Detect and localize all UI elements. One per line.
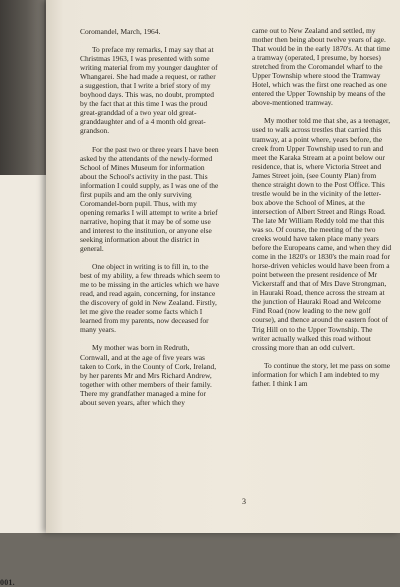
paragraph: For the past two or three years I have been asked by the attendants of the newly-formed School of Mines Museum for information about the School's activity in the past. This information I could supply, as I was one of the first pupils and am the only surviving Coromandel-born pupil. Thus, with my opening remarks I will attempt to write a brief narrative, hoping that it may be of some use and interest to the institution, or anyone else seeking information about the district in general. xyxy=(80,144,219,254)
page-heading: Coromandel, March, 1964. xyxy=(80,27,161,36)
paragraph: came out to New Zealand and settled, my mother then being about twelve years of age. That would be in the early 1870's. At that time a tramway (operated, I presume, by horses) stretched from the Coromandel wharf to the Upper Township where stood the Tramway Hotel, which was the first one reached as one entered the Upper Township by means of the above-mentioned tramway. xyxy=(252,26,391,108)
right-column xyxy=(252,26,392,397)
paragraph: One object in writing is to fill in, to the best of my ability, a few threads which seem to me to be missing in the articles which we have read, and read again, concerning, for instance the discovery of gold in New Zealand. Firstly, let me give the reader some facts which I learned from my parents, now deceased for many years. xyxy=(80,262,220,335)
previous-page-mark: 001. xyxy=(0,578,15,587)
document-page xyxy=(46,0,400,533)
paragraph: To continue the story, let me pass on some information for which I am indebted to my father. I think I am xyxy=(252,360,391,388)
paragraph: My mother told me that she, as a teenager, used to walk across trestles that carried this tramway, at a point where, years before, the creek from Upper Township used to run and meet the Karaka Stream at a point below our residence, that is, where Victoria Street and James Street join, (see County Plan) from thence straight down to the Post Office. This trestle would be in the vicinity of the letter-box above the School of Mines, at the intersection of Albert Street and Rings Road. The late Mr William Reddy told me that this was so. Of course, the meeting of the two creeks would have taken place many years before the Europeans came, and when they did come in the 1820's or 1830's the main road for horse-driven vehicles would have been from a point between the present residence of Mr Vickerstaff and that of Mrs Dave Strongman, in Hauraki Road, thence across the stream at the junction of Hauraki Road and Welcome Find Road (now leading to the new golf course), and thence around the eastern foot of Trig Hill on to the Upper Township. The writer actually walked this road without crossing more than an odd culvert. xyxy=(252,116,392,352)
left-column xyxy=(80,27,220,416)
paragraph: My mother was born in Redruth, Cornwall, and at the age of five years was taken to Cork, in the County of Cork, Ireland, by her parents Mr and Mrs Richard Andrew, together with other members of their family. There my grandfather managed a mine for about seven years, after which they xyxy=(80,343,217,407)
previous-page-edge xyxy=(0,175,46,587)
paragraph: To preface my remarks, I may say that at Christmas 1963, I was presented with some writing material from my younger daughter of Whangarei. She had made a request, or rather a suggestion, that I write a brief story of my boyhood days. This was, no doubt, prompted by the fact that at this time I was the proud great-granddad of a two year old great-granddaughter and of a 4 month old great-grandson. xyxy=(80,45,218,136)
page-number: 3 xyxy=(242,497,246,506)
